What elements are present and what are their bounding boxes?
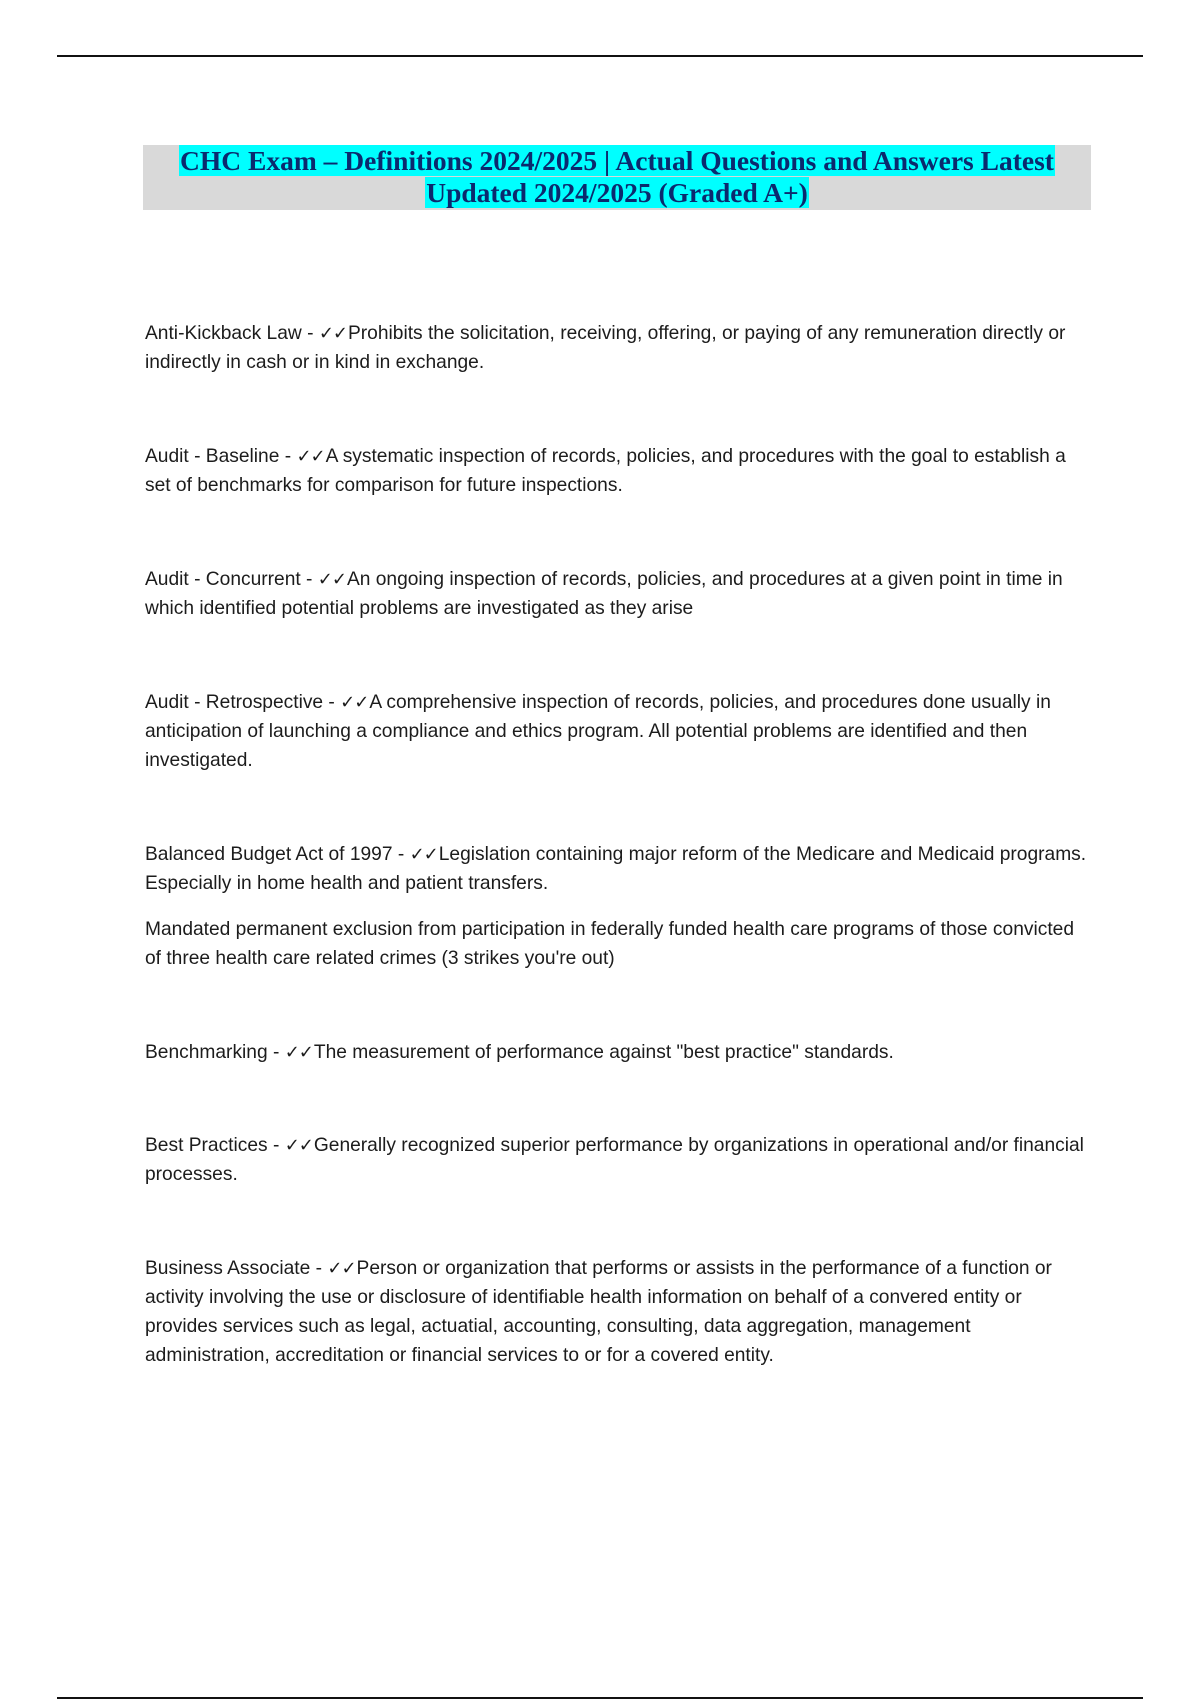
check-icon: ✓✓: [284, 1042, 313, 1063]
check-icon: ✓✓: [409, 844, 438, 865]
definition-entry: [145, 565, 1095, 623]
definition: The measurement of performance against "best practice" standards.: [313, 1042, 894, 1063]
definition: Person or organization that performs or assists in the performance of a function or activity involving the use or disclosure of identifiable health information on behalf of a convered entity or provides services such as legal, actuatial, accounting, consulting, data aggregation, management administration, accreditation or financial services to or for a covered entity.: [145, 1258, 1052, 1366]
definition: A comprehensive inspection of records, policies, and procedures done usually in anticipation of launching a compliance and ethics program. All potential problems are identified and then investigated.: [145, 692, 1051, 771]
term: Anti-Kickback Law -: [145, 323, 319, 344]
definition-entry: [145, 1131, 1095, 1189]
definition-entry: [145, 688, 1095, 775]
check-icon: ✓✓: [317, 569, 346, 590]
definition-extra: Mandated permanent exclusion from participation in federally funded health care programs of those convicted of three health care related crimes (3 strikes you're out): [145, 919, 1074, 969]
definition: Generally recognized superior performance by organizations in operational and/or financial processes.: [145, 1135, 1084, 1185]
check-icon: ✓✓: [340, 692, 369, 713]
definition: A systematic inspection of records, policies, and procedures with the goal to establish a set of benchmarks for comparison for future inspections.: [145, 446, 1066, 496]
definition: Prohibits the solicitation, receiving, offering, or paying of any remuneration directly or indirectly in cash or in kind in exchange.: [145, 323, 1066, 373]
definition-entry: [145, 840, 1095, 973]
check-icon: ✓✓: [327, 1258, 356, 1279]
title-line-1: CHC Exam – Definitions 2024/2025 | Actual Questions and Answers Latest: [180, 145, 1054, 176]
term: Audit - Baseline -: [145, 446, 297, 467]
definition: Legislation containing major reform of the Medicare and Medicaid programs. Especially in home health and patient transfers.: [145, 844, 1087, 894]
term: Business Associate -: [145, 1258, 328, 1279]
check-icon: ✓✓: [318, 323, 347, 344]
definition-entry: [145, 1038, 1095, 1067]
definition-entry: [145, 319, 1095, 377]
term: Benchmarking -: [145, 1042, 285, 1063]
definition: An ongoing inspection of records, policies, and procedures at a given point in time in which identified potential problems are investigated as they arise: [145, 569, 1063, 619]
definition-entry: [145, 1254, 1095, 1370]
definition-entry: [145, 442, 1095, 500]
document-title: [143, 145, 1091, 210]
bottom-divider: [57, 1697, 1143, 1699]
title-line-2: Updated 2024/2025 (Graded A+): [426, 177, 808, 208]
term: Audit - Concurrent -: [145, 569, 318, 590]
term: Balanced Budget Act of 1997 -: [145, 844, 410, 865]
check-icon: ✓✓: [296, 446, 325, 467]
term: Audit - Retrospective -: [145, 692, 341, 713]
check-icon: ✓✓: [284, 1135, 313, 1156]
term: Best Practices -: [145, 1135, 285, 1156]
top-divider: [57, 55, 1143, 57]
